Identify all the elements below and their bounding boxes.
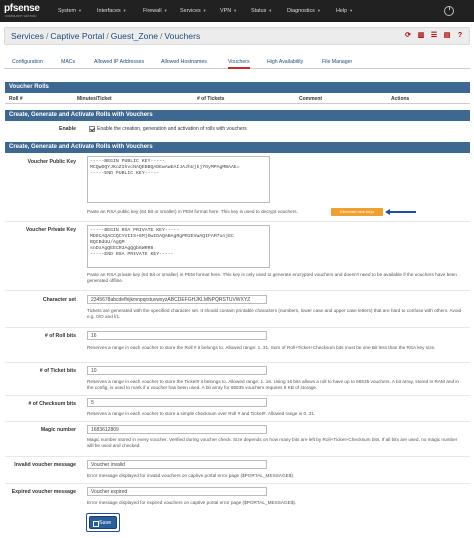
logout-icon[interactable] — [444, 6, 454, 16]
expired-message-input[interactable]: Voucher expired — [87, 487, 267, 496]
nav-status[interactable] — [251, 8, 272, 14]
private-key-help: Paste an RSA private key (64 Bit or smaller) in PEM format here. This key is only used to generate encrypted vouchers and doesn't need to be available if the vouchers have been generated offline. — [87, 272, 458, 283]
breadcrumb-separator: / — [45, 31, 49, 41]
breadcrumb-icons — [403, 31, 465, 41]
create-rolls-heading-2: Create, Generate and Activate Rolls with Vouchers — [5, 142, 470, 153]
roll-bits-label: # of Roll bits — [44, 333, 76, 339]
rolls-table-header — [5, 95, 470, 104]
nav-diagnostics[interactable] — [287, 8, 321, 14]
caret-down-icon: ▼ — [316, 8, 321, 13]
log-icon[interactable]: ▤ — [443, 32, 451, 39]
ticket-bits-label: # of Ticket bits — [39, 368, 76, 374]
col-actions: Actions — [391, 96, 410, 102]
tab-configuration[interactable]: Configuration — [12, 59, 43, 65]
enable-checkbox[interactable] — [89, 126, 95, 132]
help-icon[interactable]: ? — [457, 32, 463, 39]
public-key-textarea[interactable]: -----BEGIN PUBLIC KEY----- MCQwDQYJKoZIhvcNAQEBBQADEwAwEAIJAJhUjkj7OyMPAgMBAAE= -----END PUBLIC KEY----- — [87, 156, 270, 203]
tab-vouchers[interactable]: Vouchers — [228, 59, 250, 69]
divider — [5, 421, 470, 422]
charset-help: Tickets are generated with the specified character set. It should contain printable characters (numbers, lower case and upper case letters) that are hard to confuse with others. Avoid e.g. 0/O and l/1. — [87, 308, 462, 319]
divider — [5, 395, 470, 396]
caret-down-icon: ▼ — [268, 8, 273, 13]
generate-keys-button[interactable]: Generate new keys — [331, 208, 383, 216]
charset-input[interactable]: 2345678abcdefhijkmnpqrstuvwxyzABCDEFGHJKLMNPQRSTUVWXYZ — [87, 295, 267, 304]
magic-number-label: Magic number — [40, 427, 76, 433]
breadcrumb-services[interactable]: Services — [11, 31, 44, 41]
pfsense-logo[interactable] — [0, 0, 50, 22]
caret-down-icon: ▼ — [349, 8, 354, 13]
caret-down-icon: ▼ — [163, 8, 168, 13]
col-tickets: # of Tickets — [197, 96, 225, 102]
enable-text: Enable the creation, generation and activation of rolls with vouchers — [97, 126, 247, 132]
save-button[interactable]: Save — [89, 516, 117, 529]
annotation-arrow-head — [385, 209, 390, 215]
list-icon[interactable]: ☰ — [430, 32, 438, 39]
caret-down-icon: ▼ — [202, 8, 207, 13]
breadcrumb — [11, 31, 200, 41]
tab-allowed-ip-addresses[interactable]: Allowed IP Addresses — [94, 59, 145, 65]
logo-text: pfsense — [4, 3, 40, 14]
divider — [5, 221, 470, 222]
checksum-bits-label: # of Checksum bits — [28, 401, 76, 407]
public-key-help: Paste an RSA public key (64 Bit or smaller) in PEM format here. This key is used to decrypt vouchers. — [87, 209, 298, 214]
divider — [5, 362, 470, 363]
magic-number-input[interactable]: 1683612809 — [87, 425, 267, 434]
private-key-textarea[interactable]: -----BEGIN RSA PRIVATE KEY----- MD8CAQACCQCYVIIS+8MjOwIDAQABAgRgPR2EVwAQIFAM7unjEC BQCBdUU/AgQM snDxAgQEECR3AgQgb6WRR8 -----END RSA PRIVATE KEY----- — [87, 225, 270, 268]
expired-message-label: Expired voucher message — [11, 489, 76, 495]
checksum-bits-help: Reserves a range in each voucher to store a simple checksum over Roll # and Ticket#. Allowed range is 0..31. — [87, 411, 316, 416]
nav-firewall-label: Firewall — [143, 8, 162, 14]
roll-bits-input[interactable]: 16 — [87, 331, 267, 340]
nav-system-label: System — [58, 8, 76, 14]
nav-services[interactable] — [180, 8, 207, 14]
annotation-arrow — [388, 211, 416, 213]
enable-label: Enable — [58, 126, 76, 132]
invalid-message-input[interactable]: Voucher invalid — [87, 460, 267, 469]
tab-file-manager[interactable]: File Manager — [322, 59, 353, 65]
nav-system[interactable] — [58, 8, 82, 14]
voucher-rolls-heading: Voucher Rolls — [5, 82, 470, 93]
tab-high-availability[interactable]: High Availability — [267, 59, 304, 65]
public-key-label: Voucher Public Key — [27, 159, 76, 165]
ticket-bits-help: Reserves a range in each voucher to store the Ticket# it belongs to. Allowed range: 1..16. Using 16 bits allows a roll to have up to 65535 vouchers. A bit array, stored in RAM and in the config, is used to mark if a voucher has been used. A bit array for 65535 vouchers requires 8 KB of storage. — [87, 379, 459, 390]
nav-status-label: Status — [251, 8, 267, 14]
checksum-bits-input[interactable]: 5 — [87, 398, 267, 407]
nav-vpn-label: VPN — [220, 8, 232, 14]
breadcrumb-captive-portal[interactable]: Captive Portal — [50, 31, 105, 41]
divider — [5, 456, 470, 457]
col-roll: Roll # — [9, 96, 23, 102]
invalid-message-help: Error message displayed for invalid vouchers on captive portal error page ($PORTAL_MESSAGE$). — [87, 473, 295, 478]
tab-bar — [4, 57, 470, 69]
nav-diagnostics-label: Diagnostics — [287, 8, 315, 14]
chart-icon[interactable]: ▥ — [417, 32, 425, 39]
breadcrumb-bar — [4, 27, 470, 45]
caret-down-icon: ▼ — [233, 8, 238, 13]
invalid-message-label: Invalid voucher message — [14, 462, 76, 468]
nav-interfaces[interactable] — [97, 8, 127, 14]
breadcrumb-zone[interactable]: Guest_Zone — [110, 31, 159, 41]
tab-allowed-hostnames[interactable]: Allowed Hostnames — [161, 59, 207, 65]
charset-label: Character set — [42, 297, 76, 303]
breadcrumb-separator: / — [160, 31, 163, 41]
tab-macs[interactable]: MACs — [61, 59, 76, 65]
nav-help[interactable] — [336, 8, 353, 14]
divider — [5, 327, 470, 328]
caret-down-icon: ▼ — [77, 8, 82, 13]
divider — [5, 483, 470, 484]
col-comment: Comment — [299, 96, 323, 102]
reload-icon[interactable]: ⟳ — [405, 32, 411, 39]
col-minutes-ticket: Minutes/Ticket — [77, 96, 112, 102]
expired-message-help: Error message displayed for expired vouchers on captive portal error page ($PORTAL_MESSAGE$). — [87, 500, 297, 505]
divider — [5, 290, 470, 291]
nav-vpn[interactable] — [220, 8, 237, 14]
nav-help-label: Help — [336, 8, 348, 14]
create-rolls-heading: Create, Generate and Activate Rolls with Vouchers — [5, 110, 470, 121]
nav-services-label: Services — [180, 8, 201, 14]
nav-firewall[interactable] — [143, 8, 168, 14]
magic-number-help: Magic number stored in every voucher. Verified during voucher check. Size depends on how many bits are left by Roll+Ticket+Checksum bits. If all bits are used, no magic number will be used and checked. — [87, 437, 458, 448]
breadcrumb-separator: / — [106, 31, 109, 41]
logo-tagline: COMMUNITY EDITION — [5, 14, 37, 18]
private-key-label: Voucher Private Key — [25, 227, 76, 233]
caret-down-icon: ▼ — [122, 8, 127, 13]
roll-bits-help: Reserves a range in each voucher to store the Roll # it belongs to. Allowed range: 1..31. Sum of Roll+Ticket+Checksum bits must be one Bit less than the RSA key size. — [87, 345, 436, 350]
ticket-bits-input[interactable]: 10 — [87, 366, 267, 375]
nav-interfaces-label: Interfaces — [97, 8, 121, 14]
breadcrumb-vouchers[interactable]: Vouchers — [164, 31, 201, 41]
